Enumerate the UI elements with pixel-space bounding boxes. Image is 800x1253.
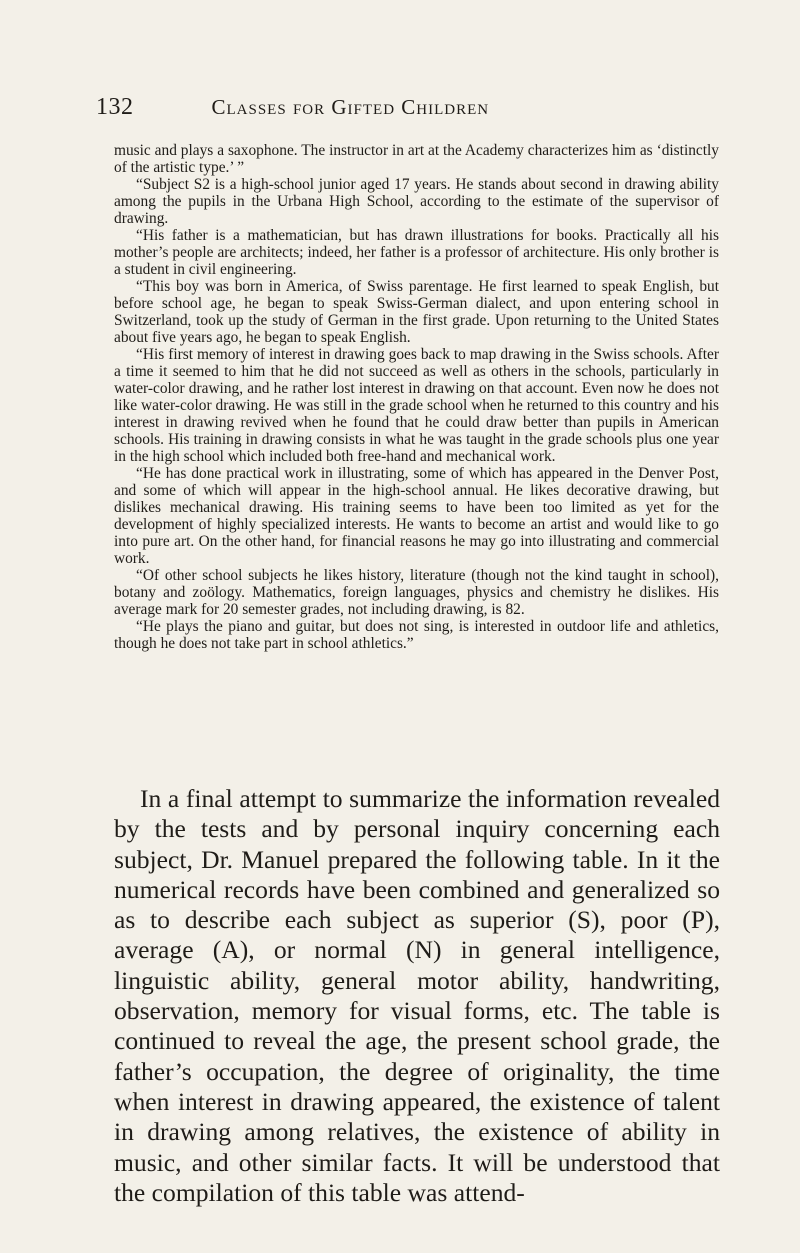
page-number: 132 (96, 94, 134, 120)
quote-paragraph: “Of other school subjects he likes history, literature (though not the kind taught in school), botany and zoölogy. Mathematics, foreign languages, physics and chemistry he dislikes. His average mark for 20 semester grades, not including drawing, is 82. (114, 567, 719, 618)
quote-paragraph: “Subject S2 is a high-school junior aged 17 years. He stands about second in drawing ability among the pupils in the Urbana High School, according to the estimate of the supervisor of drawing. (114, 176, 719, 227)
body-text (114, 784, 720, 1208)
quote-paragraph: “His first memory of interest in drawing goes back to map drawing in the Swiss schools. After a time it seemed to him that he did not succeed as well as others in the schools, particularly in water-color drawing, and he rather lost interest in drawing on that account. Even now he does not like water-color drawing. He was still in the grade school when he returned to this country and his interest in drawing revived when he found that he could draw better than pupils in American schools. His training in drawing consists in what he was taught in the grade schools plus one year in the high school which included both free-hand and mechanical work. (114, 346, 719, 465)
page-header (96, 94, 706, 121)
quoted-case-study (114, 142, 719, 652)
quote-paragraph: “He plays the piano and guitar, but does not sing, is interested in outdoor life and athletics, though he does not take part in school athletics.” (114, 618, 719, 652)
quote-paragraph: “He has done practical work in illustrating, some of which has appeared in the Denver Post, and some of which will appear in the high-school annual. He likes decorative drawing, but dislikes mechanical drawing. His training seems to have been too limited as yet for the development of highly specialized interests. He wants to become an artist and would like to go into pure art. On the other hand, for financial reasons he may go into illustrating and commercial work. (114, 465, 719, 567)
quote-paragraph: music and plays a saxophone. The instructor in art at the Academy characterizes him as ‘distinctly of the artistic type.’ ” (114, 142, 719, 176)
running-head: Classes for Gifted Children (211, 95, 490, 119)
body-paragraph: In a final attempt to summarize the information revealed by the tests and by personal inquiry concerning each subject, Dr. Manuel prepared the following table. In it the numerical records have been combined and generalized so as to describe each subject as superior (S), poor (P), average (A), or normal (N) in general intelligence, linguistic ability, general motor ability, handwriting, observation, memory for visual forms, etc. The table is continued to reveal the age, the present school grade, the father’s occupation, the degree of originality, the time when interest in drawing appeared, the existence of talent in drawing among relatives, the existence of ability in music, and other similar facts. It will be understood that the compilation of this table was attend- (114, 784, 720, 1207)
quote-paragraph: “This boy was born in America, of Swiss parentage. He first learned to speak English, but before school age, he began to speak Swiss-German dialect, and upon entering school in Switzerland, took up the study of German in the first grade. Upon returning to the United States about five years ago, he began to speak English. (114, 278, 719, 346)
quote-paragraph: “His father is a mathematician, but has drawn illustrations for books. Practically all his mother’s people are architects; indeed, her father is a professor of architecture. His only brother is a student in civil engineering. (114, 227, 719, 278)
